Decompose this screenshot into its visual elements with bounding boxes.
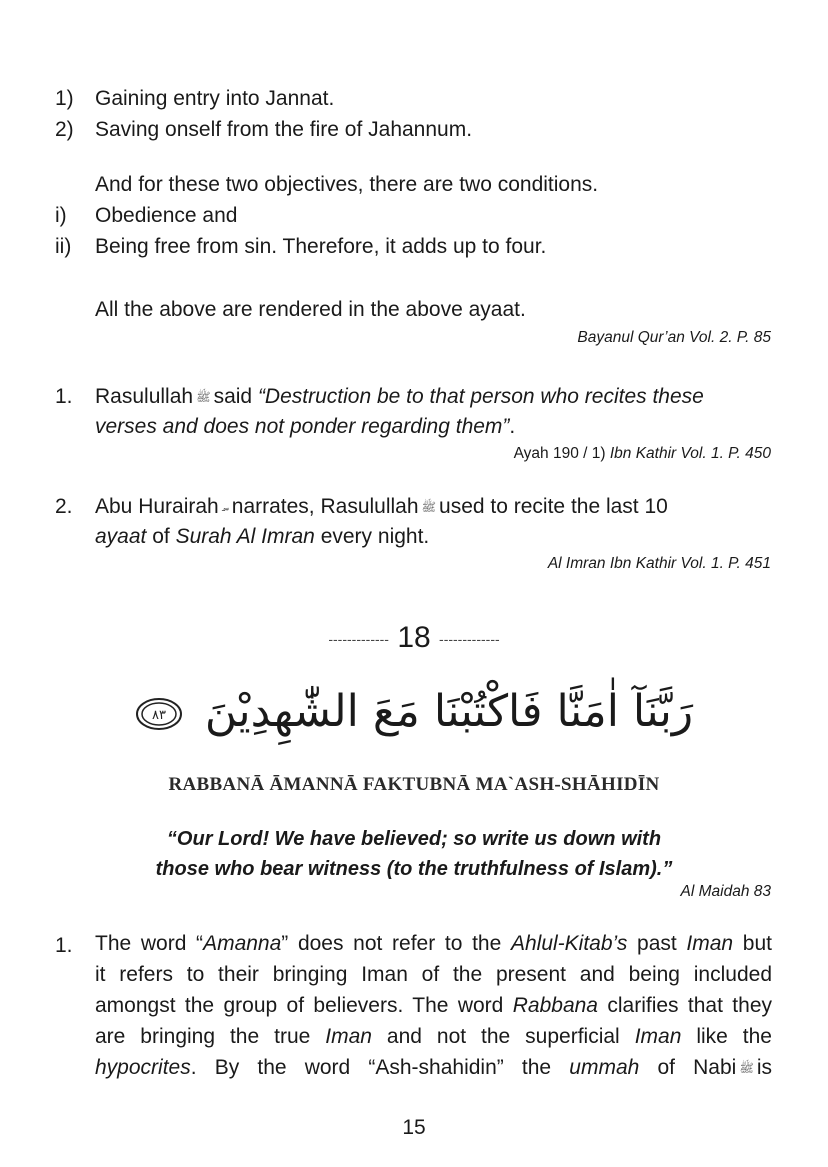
ayah-number: ٨٣ <box>151 708 166 723</box>
salawat-icon: ﷺ <box>421 500 437 515</box>
rendered-note: All the above are rendered in the above ayaat. <box>95 298 526 321</box>
text-run: Iman <box>634 1025 682 1048</box>
text-run: is <box>756 1056 772 1079</box>
conditions-intro: And for these two objectives, there are two conditions. <box>95 173 599 196</box>
text-run: hypocrites <box>95 1056 191 1079</box>
point-2-c: used to recite the last 10 <box>439 495 668 518</box>
text-run: of Nabi <box>657 1056 737 1079</box>
text-run: but <box>742 932 772 955</box>
point-1-tail: . <box>509 415 516 438</box>
point-2-surah: Surah Al Imran <box>175 525 315 548</box>
text-run: Rabbana <box>512 994 598 1017</box>
point-1-line-2 <box>95 414 515 440</box>
list-marker: 1) <box>55 87 74 110</box>
ayah-end-icon <box>135 696 183 732</box>
transliteration: RABBANĀ ĀMANNĀ FAKTUBNĀ MA`ASH-SHĀHIDĪN <box>168 774 660 795</box>
reference-bayanul: Bayanul Qur’an Vol. 2. P. 85 <box>577 329 771 346</box>
point-2-b: narrates, Rasulullah <box>231 495 419 518</box>
explanation-line <box>95 928 772 959</box>
text-run: ummah <box>569 1056 640 1079</box>
point-2-line-1 <box>95 494 668 520</box>
point-1-quote-2: verses and does not ponder regarding them” <box>95 415 510 438</box>
point-2-line-2 <box>95 524 429 550</box>
list-item: Saving onself from the fire of Jahannum. <box>95 118 473 141</box>
reference-point-1 <box>514 444 771 464</box>
explanation-line <box>95 1021 772 1052</box>
point-marker: 2. <box>55 495 73 518</box>
text-run: Iman <box>325 1025 372 1048</box>
reference-ibn-kathir: Ibn Kathir Vol. 1. P. 450 <box>609 445 771 462</box>
point-2-ayaat: ayaat <box>95 525 147 548</box>
point-2-of: of <box>152 525 170 548</box>
translation-line-2: those who bear witness (to the truthfulness of Islam).” <box>155 858 673 880</box>
text-run: . By the word “Ash-shahidin” the <box>190 1056 552 1079</box>
point-1-line-1 <box>95 384 704 410</box>
point-1-pre: Rasulullah <box>95 385 194 408</box>
arabic-verse <box>0 680 828 744</box>
reference-ayah: Ayah 190 / 1) <box>513 445 606 462</box>
section-number: 18 <box>397 621 431 654</box>
explanation-line <box>95 990 772 1021</box>
divider-dashes-left: ------------- <box>328 631 389 648</box>
explanation-paragraph <box>95 928 772 1083</box>
translation <box>0 824 828 884</box>
explanation-line <box>95 1052 772 1083</box>
translation-line-1: “Our Lord! We have believed; so write us down with <box>166 828 662 850</box>
list-marker: 2) <box>55 118 74 141</box>
condition-marker: ii) <box>55 235 72 258</box>
reference-point-2: Al Imran Ibn Kathir Vol. 1. P. 451 <box>547 555 771 572</box>
text-run: Amanna <box>203 932 282 955</box>
point-1-said: said <box>213 385 253 408</box>
condition-item: Being free from sin. Therefore, it adds up to four. <box>95 235 547 258</box>
text-run: amongst the group of believers. The word <box>95 994 504 1017</box>
explanation-marker: 1. <box>55 934 73 957</box>
text-run: like the <box>696 1025 772 1048</box>
reference-maidah: Al Maidah 83 <box>680 883 771 900</box>
text-run: ” does not refer to the <box>281 932 502 955</box>
text-run: clarifies that they <box>607 994 772 1017</box>
condition-item: Obedience and <box>95 204 238 227</box>
explanation-line: it refers to their bringing Iman of the present and being included <box>95 963 772 986</box>
text-run: Ahlul-Kitab’s <box>510 932 628 955</box>
section-divider <box>0 620 828 657</box>
text-run: The word “ <box>95 932 204 955</box>
point-2-end: every night. <box>320 525 430 548</box>
text-run: past <box>637 932 677 955</box>
radiyallahu-icon: ؄ <box>221 500 229 515</box>
text-run: and not the superficial <box>386 1025 620 1048</box>
arabic-text: رَبَّنَآ اٰمَنَّا فَاكْتُبْنَا مَعَ الشّٰهِدِيْنَ <box>204 686 694 737</box>
divider-dashes-right: ------------- <box>439 631 500 648</box>
text-run: are bringing the true <box>95 1025 311 1048</box>
condition-marker: i) <box>55 204 67 227</box>
text-run: Iman <box>686 932 734 955</box>
point-2-a: Abu Hurairah <box>95 495 219 518</box>
point-marker: 1. <box>55 385 73 408</box>
salawat-icon: ﷺ <box>739 1061 754 1076</box>
page-number: 15 <box>402 1116 426 1139</box>
list-item: Gaining entry into Jannat. <box>95 87 335 110</box>
point-1-quote-1: “Destruction be to that person who recites these <box>257 385 704 408</box>
salawat-icon: ﷺ <box>196 390 211 405</box>
